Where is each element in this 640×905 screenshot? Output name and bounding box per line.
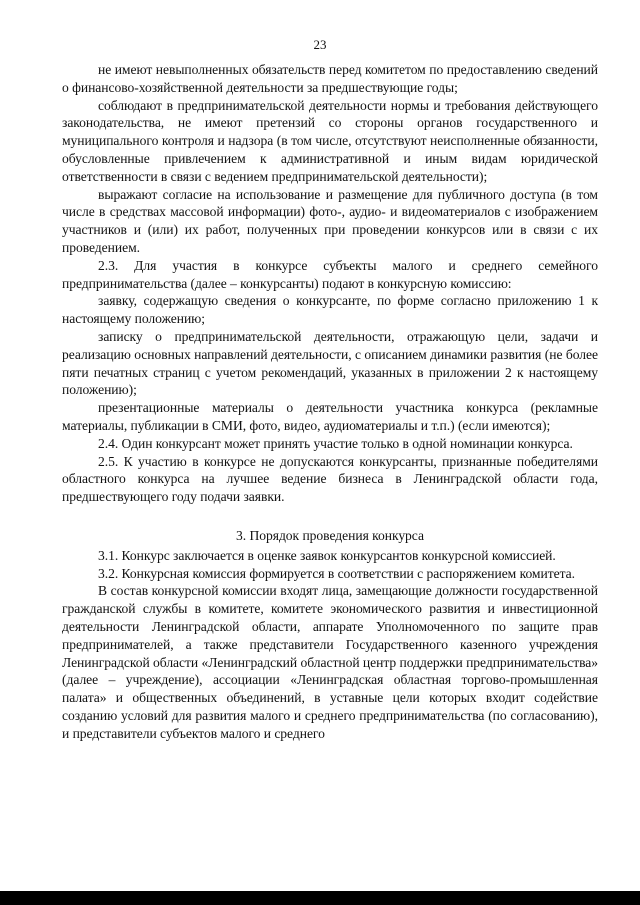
section-heading: 3. Порядок проведения конкурса <box>236 527 424 543</box>
paragraph: В состав конкурсной комиссии входят лица, замещающие должности государственной гражданской службы в комитете, комитете экономического развития и инвестиционной деятельности Ленинградской области, аппарате Уполномоченного по защите прав предпринимателей, а также представители Государственного казенного учреждения Ленинградской области «Ленинградский областной центр поддержки предпринимательства» (далее – учреждение), ассоциации «Ленинградская областная торгово-промышленная палата» и общественных объединений, в уставные цели которых входит содействие созданию условий для развития малого и среднего предпринимательства (по согласованию), и представители субъектов малого и среднего <box>62 583 598 741</box>
paragraph: 3.2. Конкурсная комиссия формируется в соответствии с распоряжением комитета. <box>98 565 575 581</box>
page-number: 23 <box>313 37 327 52</box>
paragraph: выражают согласие на использование и размещение для публичного доступа (в том числе в средствах массовой информации) фото-, аудио- и видеоматериалов с изображением участников и (или) их работ, полученных при проведении конкурсов или в связи с их проведением. <box>62 186 598 255</box>
scan-edge-bar <box>0 891 640 905</box>
document-body <box>62 61 598 742</box>
paragraph: 2.5. К участию в конкурсе не допускаются конкурсанты, признанные победителями областного конкурса на лучшее ведение бизнеса в Ленинградской области года, предшествующего году подачи заявки. <box>62 453 598 505</box>
paragraph: соблюдают в предпринимательской деятельности нормы и требования действующего законодательства, не имеют претензий со стороны органов государственного и муниципального контроля и надзора (в том числе, отсутствуют неисполненные обязанности, обусловленные привлечением к административной и иным видам юридической ответственности в связи с ведением предпринимательской деятельности); <box>62 97 598 184</box>
paragraph: 3.1. Конкурс заключается в оценке заявок конкурсантов конкурсной комиссией. <box>98 547 556 563</box>
paragraph: презентационные материалы о деятельности участника конкурса (рекламные материалы, публикации в СМИ, фото, видео, аудиоматериалы и т.п.) (если имеются); <box>62 400 598 433</box>
paragraph: 2.3. Для участия в конкурсе субъекты малого и среднего семейного предпринимательства (далее – конкурсанты) подают в конкурсную комиссию: <box>62 257 598 291</box>
paragraph: не имеют невыполненных обязательств перед комитетом по предоставлению сведений о финансово-хозяйственной деятельности за предшествующие годы; <box>62 62 598 95</box>
paragraph: заявку, содержащую сведения о конкурсанте, по форме согласно приложению 1 к настоящему положению; <box>62 293 598 327</box>
paragraph: записку о предпринимательской деятельности, отражающую цели, задачи и реализацию основных направлений деятельности, с описанием динамики развития (не более пяти печатных страниц с учетом рекомендаций, указанных в приложении 2 к настоящему положению); <box>62 328 598 398</box>
paragraph: 2.4. Один конкурсант может принять участие только в одной номинации конкурса. <box>98 435 573 451</box>
